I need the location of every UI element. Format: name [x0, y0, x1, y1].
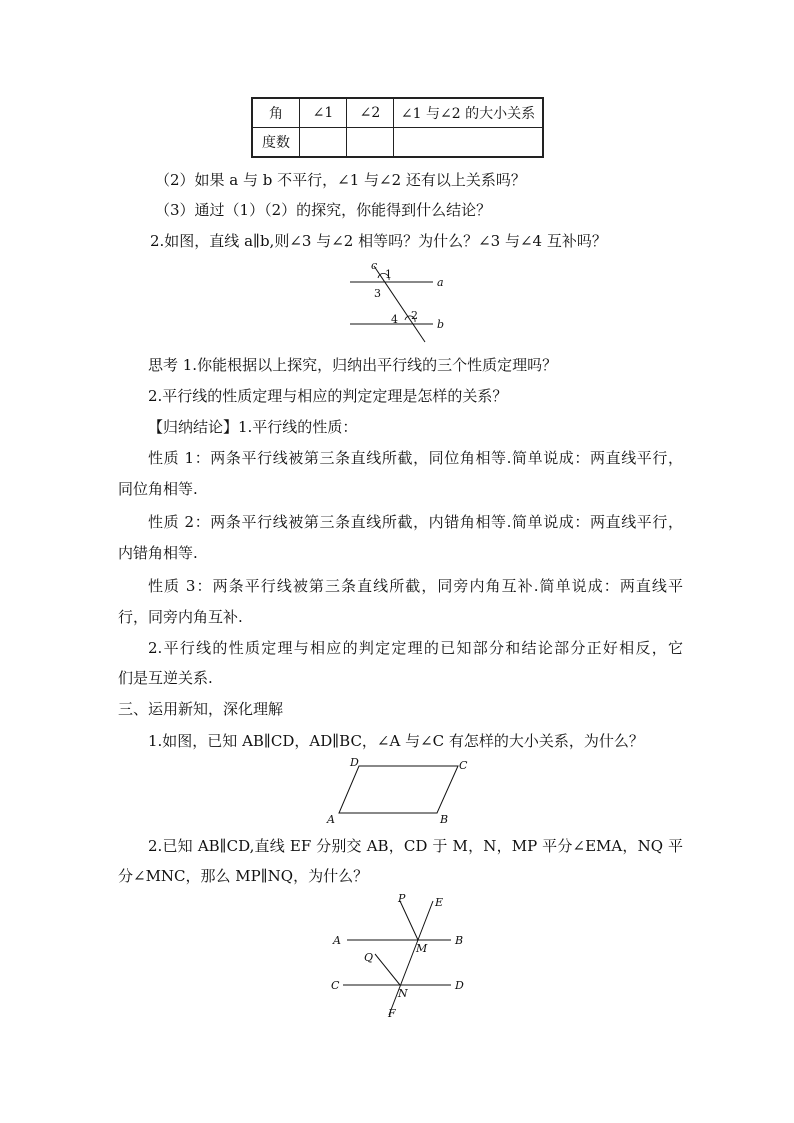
parallel-lines-figure	[345, 258, 455, 348]
question-2: （2）如果 a 与 b 不平行，∠1 与∠2 还有以上关系吗？	[155, 171, 526, 189]
property-2-line-2: 内错角相等.	[118, 544, 198, 562]
label-N: N	[398, 987, 408, 1000]
think-1: 思考 1.你能根据以上探究，归纳出平行线的三个性质定理吗？	[148, 356, 558, 374]
label-A: A	[333, 934, 341, 947]
table-cell	[347, 128, 394, 158]
line-EF	[389, 901, 433, 1015]
table-cell	[394, 128, 544, 158]
question-3: （3）通过（1）（2）的探究，你能得到什么结论？	[155, 201, 492, 219]
label-1: 1	[385, 268, 392, 281]
label-3: 3	[374, 287, 381, 300]
label-4: 4	[391, 313, 398, 326]
exercise-3-1: 1.如图，已知 AB∥CD，AD∥BC，∠A 与∠C 有怎样的大小关系，为什么？	[148, 732, 644, 750]
property-1-line-2: 同位角相等.	[118, 480, 198, 498]
label-B: B	[440, 813, 449, 826]
label-D: D	[455, 979, 464, 992]
table-row	[252, 128, 543, 158]
label-C: C	[459, 759, 468, 772]
label-Q: Q	[364, 951, 374, 964]
label-b: b	[437, 318, 445, 331]
transversal-c	[374, 266, 425, 342]
relation-line-2: 们是互逆关系.	[118, 669, 213, 687]
label-2: 2	[411, 309, 418, 322]
label-D: D	[350, 756, 359, 769]
exercise-3-2-line-2: 分∠MNC，那么 MP∥NQ，为什么？	[118, 867, 369, 885]
table-header-row	[252, 98, 543, 128]
property-3-line-1: 性质 3：两条平行线被第三条直线所截，同旁内角互补.简单说成：两直线平	[148, 577, 683, 595]
label-B: B	[455, 934, 464, 947]
section-3-heading: 三、运用新知，深化理解	[118, 700, 284, 718]
label-C: C	[331, 979, 340, 992]
think-2: 2.平行线的性质定理与相应的判定定理是怎样的关系？	[148, 387, 508, 405]
table-header-cell: ∠1	[300, 98, 347, 128]
label-a: a	[437, 276, 444, 289]
table-row-label: 度数	[252, 128, 300, 158]
table-header-cell: ∠1 与∠2 的大小关系	[394, 98, 544, 128]
relation-line-1: 2.平行线的性质定理与相应的判定定理的已知部分和结论部分正好相反，它	[148, 639, 683, 657]
property-2-line-1: 性质 2：两条平行线被第三条直线所截，内错角相等.简单说成：两直线平行，	[148, 513, 683, 531]
label-F: F	[388, 1007, 396, 1020]
parallelogram-figure	[322, 755, 472, 830]
parallelogram-shape	[339, 766, 458, 813]
table-cell	[300, 128, 347, 158]
conclusion-heading: 【归纳结论】1.平行线的性质：	[148, 418, 358, 436]
label-A: A	[327, 813, 335, 826]
ray-NQ	[375, 954, 400, 985]
label-M: M	[416, 942, 428, 955]
label-E: E	[435, 896, 444, 909]
property-1-line-1: 性质 1：两条平行线被第三条直线所截，同位角相等.简单说成：两直线平行，	[148, 449, 683, 467]
label-P: P	[398, 892, 406, 905]
label-c: c	[371, 259, 378, 272]
property-3-line-2: 行，同旁内角互补.	[118, 608, 243, 626]
angle-table	[251, 97, 544, 158]
table-header-cell: 角	[252, 98, 300, 128]
table-header-cell: ∠2	[347, 98, 394, 128]
exercise-2: 2.如图，直线 a∥b,则∠3 与∠2 相等吗？为什么？∠3 与∠4 互补吗？	[150, 232, 607, 250]
ray-MP	[400, 901, 418, 940]
bisector-figure	[325, 890, 475, 1020]
exercise-3-2-line-1: 2.已知 AB∥CD,直线 EF 分别交 AB，CD 于 M，N，MP 平分∠EMA，NQ 平	[148, 837, 683, 855]
